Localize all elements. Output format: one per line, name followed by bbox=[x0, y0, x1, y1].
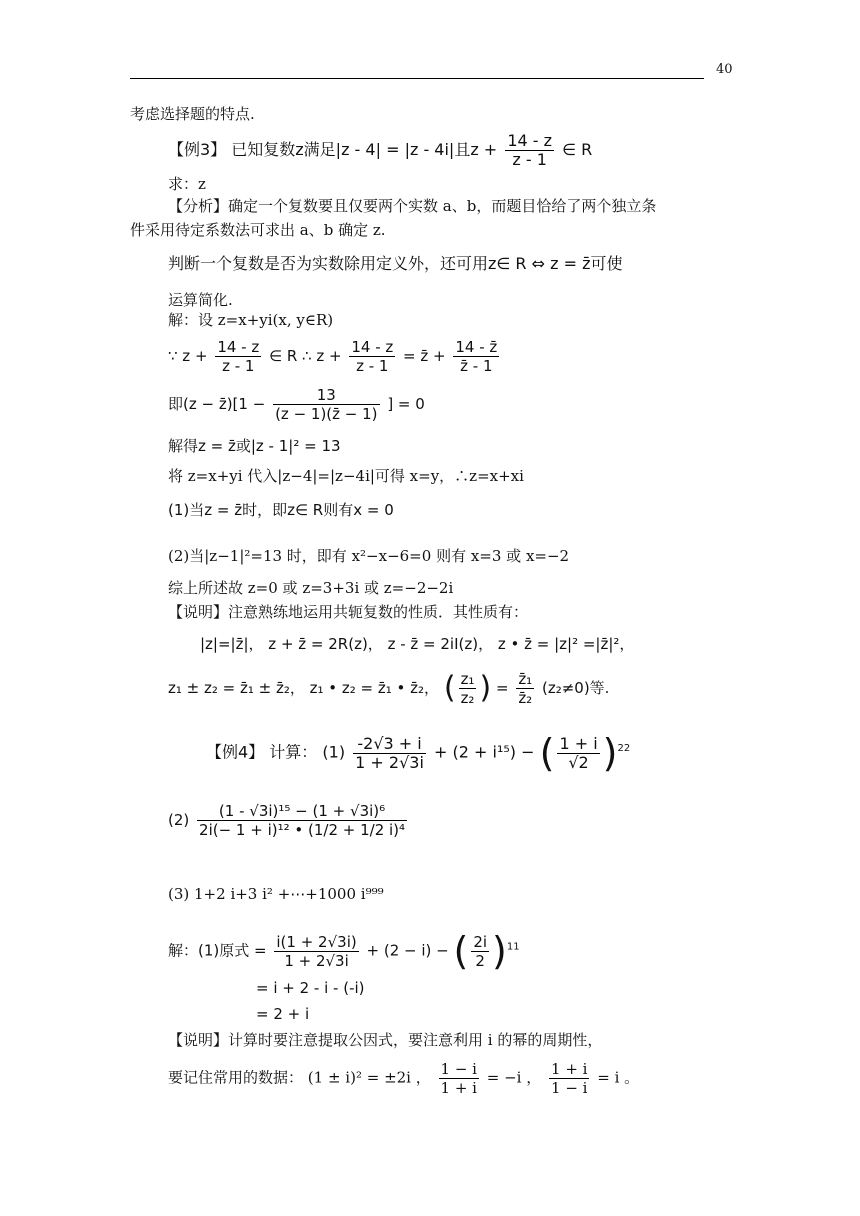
solution-step-3: = 2 + i bbox=[256, 1005, 310, 1023]
substitute-line: 将 z=x+yi 代入|z−4|=|z−4i|可得 x=y，∴z=x+xi bbox=[168, 467, 524, 485]
common-data-line: 要记住常用的数据： (1 ± i)² = ±2i ， $\frac{1 - i}{1 + i}$ = −i ， $\frac{1 + i}{1 - i}$ = i 。 bbox=[168, 1060, 640, 1097]
fraction-3: $\frac{14 - z̄}{z̄ - 1}$ bbox=[455, 338, 498, 375]
header-rule bbox=[130, 78, 704, 79]
problem-2-line: (2) $\frac{\text{(1 - √3i)¹⁵ − (1 + √3i)⁶}}{\text{2i(− 1 + i)¹² • (1/2 + 1/2 i)⁴}}$ bbox=[168, 802, 406, 839]
summary-line: 综上所述故 z=0 或 z=3+3i 或 z=−2−2i bbox=[168, 579, 454, 597]
example-3-label: 【例3】 bbox=[168, 140, 227, 159]
case-1-line: (1)当z = z̄时，即z∈ R则有x = 0 bbox=[168, 501, 394, 519]
solution-step-2: = i + 2 - i - (-i) bbox=[256, 979, 365, 997]
case-2-line: (2)当|z−1|²=13 时，即有 x²−x−6=0 则有 x=3 或 x=−2 bbox=[168, 547, 570, 565]
intro-line: 考虑选择题的特点. bbox=[130, 105, 255, 123]
solution-1-line: 解：(1)原式 = $\frac{i(1 + 2√3i)}{1 + 2√3i}$ + (2 − i) − ( $\frac{2i}{2}$ )$^{11}$ bbox=[168, 929, 520, 973]
find-z-line: 求：z bbox=[168, 175, 206, 193]
property-line-1: |z|=|z̄|， z + z̄ = 2R(z)， z - z̄ = 2iI(z)， z • z̄ = |z|² =|z̄|²， bbox=[200, 635, 635, 653]
example-4-fraction: $\frac{-2√3 + i}{1 + 2√3i}$ bbox=[355, 733, 424, 772]
fraction-2: $\frac{14 - z}{z - 1}$ bbox=[351, 338, 394, 375]
solution-setup-line: 解：设 z=x+yi(x, y∈R) bbox=[168, 311, 334, 329]
example-3-text: 已知复数z满足|z - 4| = |z - 4i|且z + bbox=[231, 140, 498, 159]
fraction-b: $\frac{1 + i}{1 - i}$ bbox=[551, 1060, 588, 1097]
note-line: 【说明】注意熟练地运用共轭复数的性质．其性质有： bbox=[168, 603, 529, 621]
judge-real-line: 判断一个复数是否为实数除用定义外，还可用z∈ R ⇔ z = z̄可使 bbox=[168, 254, 623, 273]
example-3-fraction: $\frac{14 - z}{z - 1}$ bbox=[507, 131, 553, 169]
analysis-line-1: 【分析】确定一个复数要且仅要两个实数 a、b，而题目恰给了两个独立条 bbox=[168, 197, 657, 215]
fraction-conj: $\frac{\text{z̄₁}}{\text{z̄₂}}$ bbox=[518, 670, 533, 707]
therefore-line: 即(z − z̄)[1 − $\frac{13}{(z - 1)(z̄ - 1)}$ ] = 0 bbox=[168, 386, 425, 423]
fraction-a: $\frac{1 - i}{1 + i}$ bbox=[440, 1060, 477, 1097]
analysis-line-2: 件采用待定系数法可求出 a、b 确定 z. bbox=[130, 221, 386, 239]
example-3-line: 【例3】 已知复数z满足|z - 4| = |z - 4i|且z + $\frac{14 - z}{z - 1}$ ∈ R bbox=[168, 131, 593, 169]
because-line: ∵ z + $\frac{14 - z}{z - 1}$ ∈ R ∴ z + $\frac{14 - z}{z - 1}$ = z̄ + $\frac{14 - z̄}{z̄ - 1}$ bbox=[168, 338, 498, 375]
problem-3-line: (3) 1+2 i+3 i² +⋯+1000 i⁹⁹⁹ bbox=[168, 885, 384, 903]
solve-result-line: 解得z = z̄或|z - 1|² = 13 bbox=[168, 437, 341, 455]
example-4-line: 【例4】 计算： (1) $\frac{-2√3 + i}{1 + 2√3i}$ + (2 + i¹⁵) − ( $\frac{1 + i}{√2}$ )$^{22}$ bbox=[206, 731, 631, 775]
simplify-line: 运算简化. bbox=[168, 291, 233, 309]
solution-fraction: $\frac{i(1 + 2√3i)}{1 + 2√3i}$ bbox=[276, 932, 357, 970]
fraction-z1-z2: $\frac{\text{z₁}}{\text{z₂}}$ bbox=[460, 670, 475, 707]
note-2-line: 【说明】计算时要注意提取公因式，要注意利用 i 的幂的周期性， bbox=[168, 1031, 603, 1049]
fraction-13: $\frac{13}{(z - 1)(z̄ - 1)}$ bbox=[275, 386, 378, 423]
problem-2-fraction: $\frac{\text{(1 - √3i)¹⁵ − (1 + √3i)⁶}}{\text{2i(− 1 + i)¹² • (1/2 + 1/2 i)⁴}}$ bbox=[199, 802, 406, 839]
example-4-label: 【例4】 bbox=[206, 742, 265, 762]
property-line-2: z₁ ± z₂ = z̄₁ ± z̄₂， z₁ • z₂ = z̄₁ • z̄₂， ( $\frac{\text{z₁}}{\text{z₂}}$ ) = $\frac{\text{z̄₁}}{\text{z̄₂}}$ (z₂≠0)等. bbox=[168, 670, 610, 707]
page-number: 40 bbox=[716, 62, 733, 77]
fraction-1: $\frac{14 - z}{z - 1}$ bbox=[217, 338, 260, 375]
